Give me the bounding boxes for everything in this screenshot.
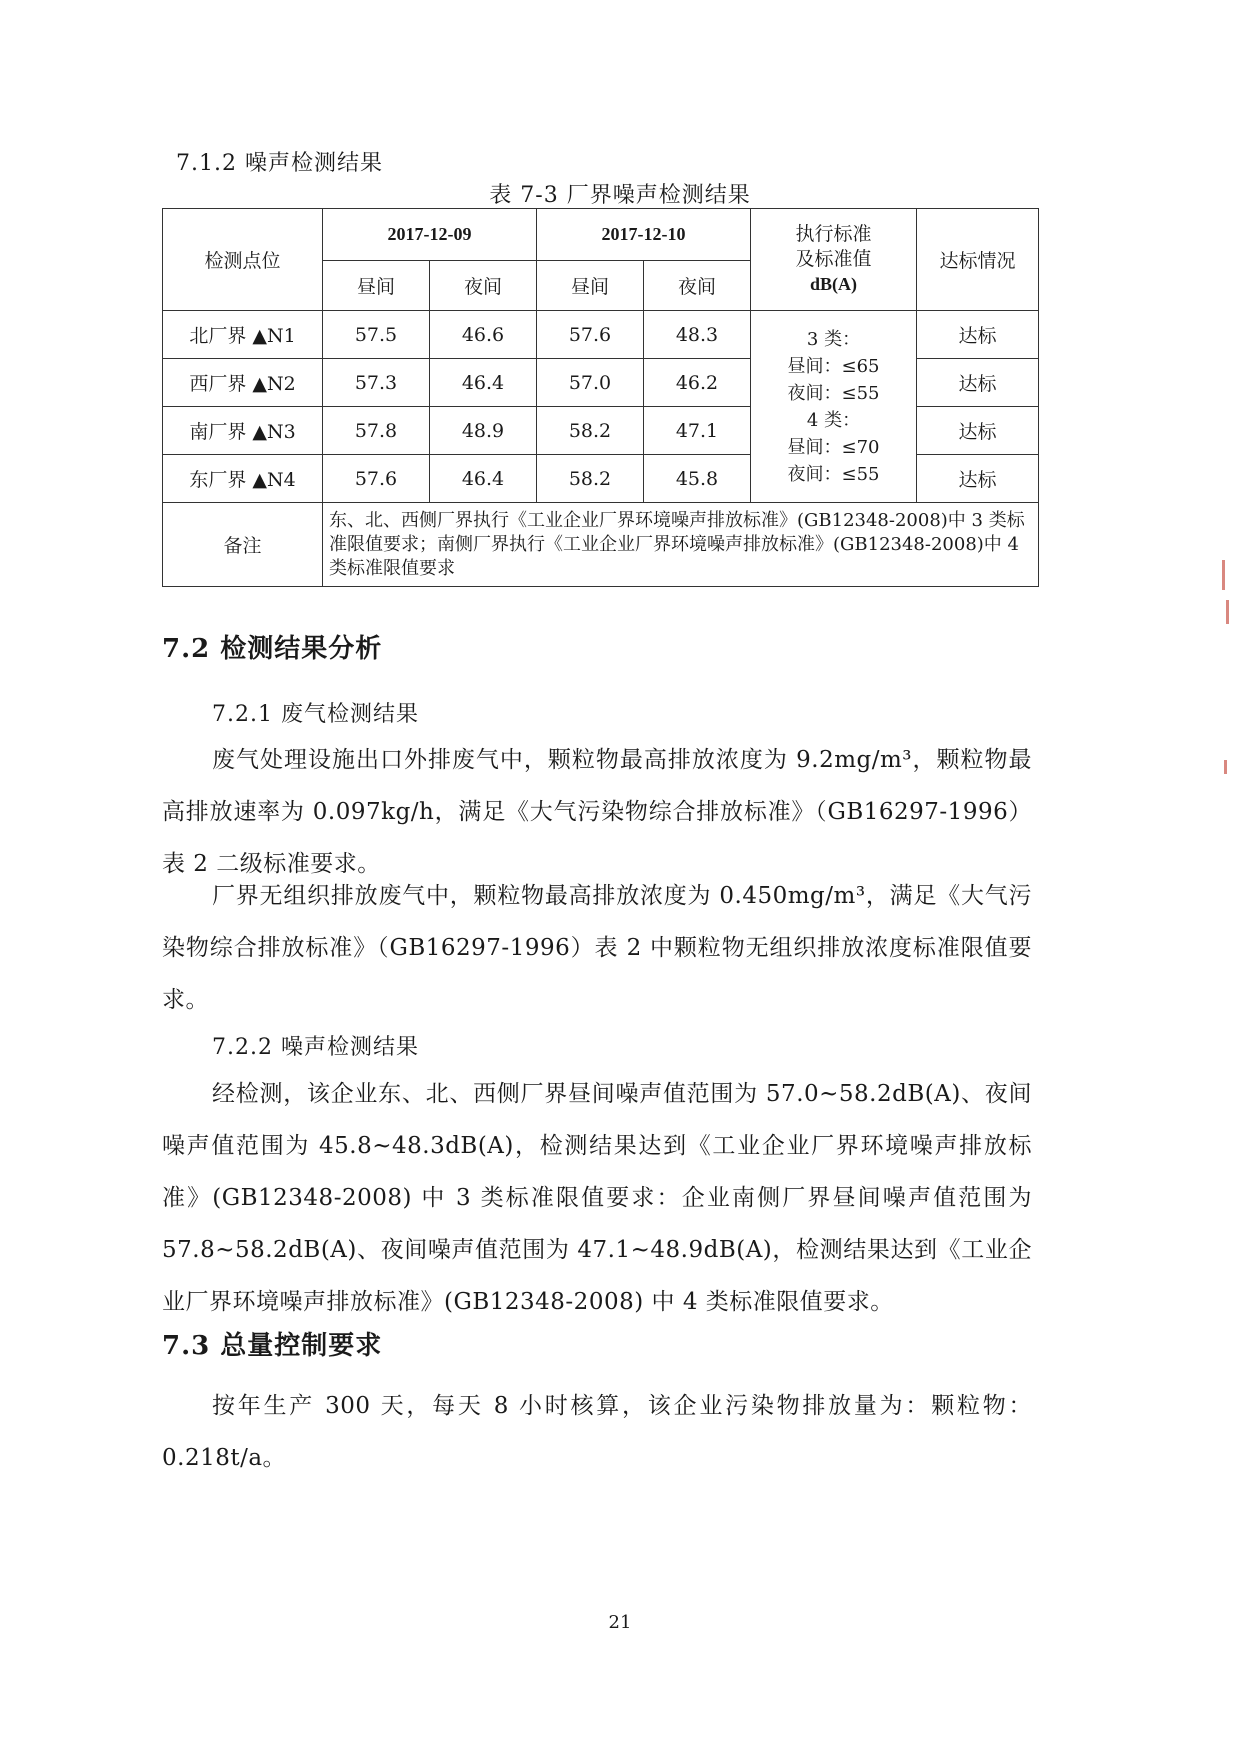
standard-values-cell — [751, 311, 917, 503]
subsection-heading-7-2-1: 7.2.1 废气检测结果 — [212, 702, 419, 727]
table-remark-row — [163, 503, 1039, 587]
table-row — [163, 311, 1039, 359]
row-location: 南厂界 ▲N3 — [163, 407, 323, 455]
row-location: 东厂界 ▲N4 — [163, 455, 323, 503]
row-status: 达标 — [917, 311, 1039, 359]
subsection-heading-7-2-2: 7.2.2 噪声检测结果 — [212, 1035, 419, 1060]
standard-value: 昼间：≤65 — [787, 355, 880, 377]
paragraph-fugitive-emission: 厂界无组织排放废气中，颗粒物最高排放浓度为 0.450mg/m³，满足《大气污染物综合排放标准》（GB16297-1996）表 2 中颗粒物无组织排放浓度标准限值要求。 — [162, 883, 1032, 1013]
header-standard-line1: 执行标准 — [795, 223, 872, 245]
row-value: 46.6 — [430, 311, 537, 359]
row-status: 达标 — [917, 359, 1039, 407]
row-value: 46.4 — [430, 455, 537, 503]
paragraph-exhaust-gas: 废气处理设施出口外排废气中，颗粒物最高排放浓度为 9.2mg/m³，颗粒物最高排放速率为 0.097kg/h，满足《大气污染物综合排放标准》（GB16297-1996）表 2 二级标准要求。 — [162, 747, 1032, 877]
header-night-1: 夜间 — [430, 261, 537, 311]
header-standard-line2: 及标准值 — [795, 248, 872, 270]
row-value: 58.2 — [537, 407, 644, 455]
header-day-2: 昼间 — [537, 261, 644, 311]
row-value: 57.8 — [323, 407, 430, 455]
row-value: 48.9 — [430, 407, 537, 455]
standard-value: 4 类： — [806, 409, 861, 431]
row-value: 57.5 — [323, 311, 430, 359]
header-location: 检测点位 — [163, 209, 323, 311]
standard-value: 3 类： — [806, 328, 861, 350]
remark-text: 东、北、西侧厂界执行《工业企业厂界环境噪声排放标准》(GB12348-2008)中 3 类标准限值要求；南侧厂界执行《工业企业厂界环境噪声排放标准》(GB12348-2008)中 4 类标准限值要求 — [323, 503, 1039, 587]
row-value: 58.2 — [537, 455, 644, 503]
standard-value: 夜间：≤55 — [787, 382, 880, 404]
row-value: 57.6 — [537, 311, 644, 359]
remark-label: 备注 — [163, 503, 323, 587]
section-title-7-2: 7.2 检测结果分析 — [162, 634, 383, 664]
row-value: 46.2 — [644, 359, 751, 407]
row-value: 48.3 — [644, 311, 751, 359]
row-value: 57.0 — [537, 359, 644, 407]
standard-value: 昼间：≤70 — [787, 436, 880, 458]
paragraph-total-control: 按年生产 300 天，每天 8 小时核算，该企业污染物排放量为：颗粒物：0.218t/a。 — [162, 1393, 1032, 1471]
header-standard-unit: dB(A) — [809, 274, 857, 294]
page-number: 21 — [608, 1612, 632, 1633]
standard-value: 夜间：≤55 — [787, 463, 880, 485]
binding-mark — [1224, 760, 1227, 774]
noise-results-table — [162, 208, 1039, 587]
binding-mark — [1226, 600, 1229, 624]
row-value: 47.1 — [644, 407, 751, 455]
subsection-heading-7-1-2: 7.1.2 噪声检测结果 — [176, 151, 383, 176]
row-status: 达标 — [917, 455, 1039, 503]
binding-mark — [1222, 560, 1225, 590]
header-date-1: 2017-12-09 — [323, 209, 537, 261]
paragraph-noise-analysis: 经检测，该企业东、北、西侧厂界昼间噪声值范围为 57.0~58.2dB(A)、夜间噪声值范围为 45.8~48.3dB(A)，检测结果达到《工业企业厂界环境噪声排放标准》(GB12348-2008) 中 3 类标准限值要求：企业南侧厂界昼间噪声值范围为 57.8~58.2dB(A)、夜间噪声值范围为 47.1~48.9dB(A)，检测结果达到《工业企业厂界环境噪声排放标准》(GB12348-2008) 中 4 类标准限值要求。 — [162, 1081, 1032, 1315]
row-value: 57.3 — [323, 359, 430, 407]
header-compliance: 达标情况 — [917, 209, 1039, 311]
row-value: 57.6 — [323, 455, 430, 503]
table-caption: 表 7-3 厂界噪声检测结果 — [489, 183, 751, 208]
header-date-2: 2017-12-10 — [537, 209, 751, 261]
header-day-1: 昼间 — [323, 261, 430, 311]
row-location: 北厂界 ▲N1 — [163, 311, 323, 359]
table-header-row — [163, 209, 1039, 261]
row-value: 46.4 — [430, 359, 537, 407]
row-value: 45.8 — [644, 455, 751, 503]
header-night-2: 夜间 — [644, 261, 751, 311]
row-status: 达标 — [917, 407, 1039, 455]
header-standard — [751, 209, 917, 311]
section-title-7-3: 7.3 总量控制要求 — [162, 1331, 383, 1361]
row-location: 西厂界 ▲N2 — [163, 359, 323, 407]
